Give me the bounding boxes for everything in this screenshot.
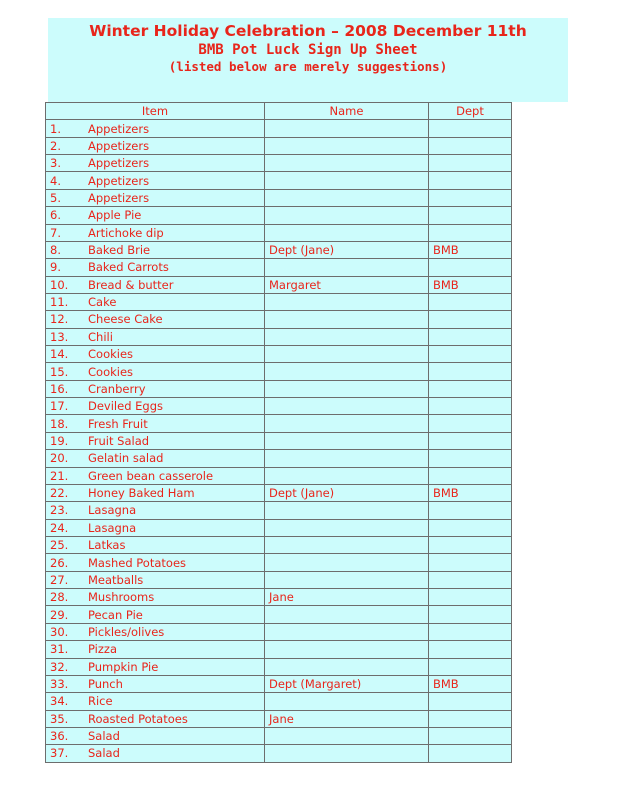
- name-cell[interactable]: Jane: [265, 589, 429, 606]
- table-row: [46, 745, 512, 762]
- item-label: Appetizers: [88, 138, 150, 153]
- item-cell: [46, 137, 265, 154]
- row-number: 27.: [50, 572, 69, 587]
- item-label: Cake: [88, 295, 117, 310]
- item-label: Lasagna: [88, 503, 137, 518]
- name-cell[interactable]: [265, 693, 429, 710]
- item-label: Meatballs: [88, 572, 144, 587]
- table-row: [46, 415, 512, 432]
- table-row: [46, 467, 512, 484]
- dept-cell[interactable]: [429, 658, 512, 675]
- table-row: [46, 589, 512, 606]
- dept-cell[interactable]: [429, 623, 512, 640]
- item-label: Appetizers: [88, 121, 150, 136]
- name-cell[interactable]: [265, 554, 429, 571]
- row-number: 16.: [50, 381, 69, 396]
- dept-cell[interactable]: [429, 467, 512, 484]
- row-number: 21.: [50, 468, 69, 483]
- name-cell[interactable]: [265, 363, 429, 380]
- dept-cell[interactable]: BMB: [429, 241, 512, 258]
- table-row: [46, 363, 512, 380]
- table-row: [46, 189, 512, 206]
- item-label: Appetizers: [88, 190, 150, 205]
- item-cell: [46, 484, 265, 501]
- item-cell: [46, 380, 265, 397]
- row-number: 31.: [50, 642, 69, 657]
- dept-cell[interactable]: [429, 519, 512, 536]
- row-number: 11.: [50, 295, 69, 310]
- table-row: [46, 675, 512, 692]
- item-cell: [46, 710, 265, 727]
- table-row: [46, 727, 512, 744]
- table-row: [46, 641, 512, 658]
- item-label: Apple Pie: [88, 208, 142, 223]
- item-label: Cheese Cake: [88, 312, 163, 327]
- name-cell[interactable]: [265, 745, 429, 762]
- name-cell[interactable]: [265, 536, 429, 553]
- item-label: Appetizers: [88, 173, 150, 188]
- name-cell[interactable]: [265, 641, 429, 658]
- item-cell: [46, 641, 265, 658]
- item-label: Salad: [88, 746, 120, 761]
- dept-cell[interactable]: [429, 207, 512, 224]
- name-cell[interactable]: [265, 172, 429, 189]
- name-cell[interactable]: [265, 606, 429, 623]
- name-cell[interactable]: [265, 346, 429, 363]
- suggestions-note: (listed below are merely suggestions): [168, 59, 448, 74]
- row-number: 15.: [50, 364, 69, 379]
- table-row: [46, 311, 512, 328]
- item-cell: [46, 432, 265, 449]
- item-cell: [46, 224, 265, 241]
- dept-cell[interactable]: [429, 554, 512, 571]
- table-row: [46, 710, 512, 727]
- row-number: 19.: [50, 434, 69, 448]
- item-cell: [46, 398, 265, 415]
- dept-cell[interactable]: [429, 589, 512, 606]
- dept-cell[interactable]: [429, 571, 512, 588]
- item-cell: [46, 589, 265, 606]
- row-number: 36.: [50, 729, 69, 744]
- dept-cell[interactable]: [429, 328, 512, 345]
- item-cell: [46, 311, 265, 328]
- item-cell: [46, 519, 265, 536]
- item-cell: [46, 293, 265, 310]
- row-number: 1.: [50, 121, 61, 136]
- item-cell: [46, 467, 265, 484]
- item-cell: [46, 727, 265, 744]
- item-cell: [46, 363, 265, 380]
- item-label: Lasagna: [88, 520, 137, 535]
- item-label: Appetizers: [88, 156, 150, 171]
- name-cell[interactable]: [265, 224, 429, 241]
- row-number: 30.: [50, 624, 69, 639]
- row-number: 12.: [50, 312, 69, 327]
- name-cell[interactable]: [265, 155, 429, 172]
- dept-cell[interactable]: [429, 502, 512, 519]
- table-row: [46, 137, 512, 154]
- table-row: [46, 293, 512, 310]
- name-cell[interactable]: Dept (Jane): [265, 241, 429, 258]
- dept-cell[interactable]: [429, 311, 512, 328]
- dept-cell[interactable]: [429, 363, 512, 380]
- row-number: 6.: [50, 208, 61, 223]
- table-row: [46, 276, 512, 293]
- table-row: [46, 380, 512, 397]
- table-row: [46, 432, 512, 449]
- item-label: Deviled Eggs: [88, 399, 164, 414]
- item-cell: [46, 675, 265, 692]
- name-cell[interactable]: [265, 259, 429, 276]
- dept-cell[interactable]: [429, 641, 512, 658]
- name-cell[interactable]: [265, 571, 429, 588]
- item-cell: [46, 536, 265, 553]
- table-row: [46, 155, 512, 172]
- item-cell: [46, 623, 265, 640]
- row-number: 37.: [50, 746, 69, 761]
- column-header-name: Name: [265, 103, 429, 120]
- name-cell[interactable]: [265, 519, 429, 536]
- row-number: 8.: [50, 243, 61, 258]
- table-row: [46, 450, 512, 467]
- name-cell[interactable]: [265, 623, 429, 640]
- item-cell: [46, 745, 265, 762]
- row-number: 29.: [50, 607, 69, 622]
- row-number: 24.: [50, 520, 69, 535]
- item-cell: [46, 207, 265, 224]
- row-number: 26.: [50, 555, 69, 570]
- page-title: Winter Holiday Celebration – 2008 December 11th: [89, 22, 527, 40]
- dept-cell[interactable]: [429, 450, 512, 467]
- name-cell[interactable]: [265, 415, 429, 432]
- dept-cell[interactable]: [429, 189, 512, 206]
- item-cell: [46, 415, 265, 432]
- dept-cell[interactable]: [429, 710, 512, 727]
- item-cell: [46, 155, 265, 172]
- item-label: Baked Carrots: [88, 260, 169, 275]
- item-cell: [46, 571, 265, 588]
- dept-cell[interactable]: [429, 727, 512, 744]
- name-cell[interactable]: [265, 311, 429, 328]
- item-cell: [46, 189, 265, 206]
- table-row: [46, 328, 512, 345]
- item-cell: [46, 172, 265, 189]
- dept-cell[interactable]: [429, 120, 512, 137]
- name-cell[interactable]: [265, 450, 429, 467]
- table-row: [46, 693, 512, 710]
- item-label: Salad: [88, 729, 120, 744]
- item-label: Pizza: [88, 642, 117, 657]
- table-row: [46, 536, 512, 553]
- item-cell: [46, 276, 265, 293]
- signup-table: [45, 102, 512, 763]
- name-cell[interactable]: [265, 207, 429, 224]
- item-label: Punch: [88, 677, 123, 692]
- name-cell[interactable]: [265, 432, 429, 449]
- table-row: [46, 502, 512, 519]
- name-cell[interactable]: Dept (Margaret): [265, 675, 429, 692]
- row-number: 35.: [50, 711, 69, 726]
- table-row: [46, 623, 512, 640]
- item-label: Artichoke dip: [88, 225, 164, 240]
- name-cell[interactable]: [265, 293, 429, 310]
- name-cell[interactable]: [265, 189, 429, 206]
- table-row: [46, 554, 512, 571]
- dept-cell[interactable]: [429, 155, 512, 172]
- item-label: Green bean casserole: [88, 468, 214, 483]
- item-label: Cookies: [88, 347, 134, 362]
- row-number: 14.: [50, 347, 69, 362]
- name-cell[interactable]: [265, 120, 429, 137]
- table-row: [46, 120, 512, 137]
- row-number: 18.: [50, 416, 69, 431]
- name-cell[interactable]: [265, 467, 429, 484]
- table-row: [46, 259, 512, 276]
- dept-cell[interactable]: BMB: [429, 675, 512, 692]
- table-row: [46, 398, 512, 415]
- table-row: [46, 519, 512, 536]
- header-box: [48, 18, 568, 102]
- dept-cell[interactable]: [429, 293, 512, 310]
- item-cell: [46, 693, 265, 710]
- row-number: 3.: [50, 156, 61, 171]
- dept-cell[interactable]: [429, 380, 512, 397]
- item-cell: [46, 259, 265, 276]
- table-header-row: [46, 103, 512, 120]
- dept-cell[interactable]: [429, 346, 512, 363]
- row-number: 28.: [50, 590, 69, 605]
- dept-cell[interactable]: BMB: [429, 484, 512, 501]
- name-cell[interactable]: [265, 137, 429, 154]
- item-label: Bread & butter: [88, 277, 174, 292]
- item-cell: [46, 450, 265, 467]
- dept-cell[interactable]: [429, 745, 512, 762]
- item-label: Mushrooms: [88, 590, 155, 605]
- table-row: [46, 484, 512, 501]
- item-label: Gelatin salad: [88, 451, 164, 466]
- item-cell: [46, 606, 265, 623]
- row-number: 9.: [50, 260, 61, 275]
- item-label: Rice: [88, 694, 113, 709]
- dept-cell[interactable]: [429, 415, 512, 432]
- dept-cell[interactable]: [429, 137, 512, 154]
- item-label: Cookies: [88, 364, 134, 379]
- row-number: 23.: [50, 503, 69, 518]
- item-cell: [46, 658, 265, 675]
- row-number: 2.: [50, 138, 61, 153]
- table-row: [46, 224, 512, 241]
- name-cell[interactable]: [265, 727, 429, 744]
- row-number: 22.: [50, 486, 69, 501]
- row-number: 25.: [50, 538, 69, 553]
- item-label: Fresh Fruit: [88, 416, 148, 431]
- item-cell: [46, 502, 265, 519]
- item-cell: [46, 554, 265, 571]
- row-number: 10.: [50, 277, 69, 292]
- dept-cell[interactable]: [429, 606, 512, 623]
- dept-cell[interactable]: [429, 536, 512, 553]
- table-row: [46, 606, 512, 623]
- row-number: 5.: [50, 190, 61, 205]
- item-label: Mashed Potatoes: [88, 555, 187, 570]
- row-number: 34.: [50, 694, 69, 709]
- item-cell: [46, 120, 265, 137]
- item-label: Latkas: [88, 538, 126, 553]
- table-row: [46, 207, 512, 224]
- item-label: Pumpkin Pie: [88, 659, 159, 674]
- item-label: Pecan Pie: [88, 607, 143, 622]
- name-cell[interactable]: Margaret: [265, 276, 429, 293]
- item-label: Pickles/olives: [88, 624, 165, 639]
- row-number: 4.: [50, 173, 61, 188]
- item-label: Baked Brie: [88, 243, 151, 258]
- item-cell: [46, 346, 265, 363]
- name-cell[interactable]: [265, 380, 429, 397]
- item-label: Chili: [88, 329, 113, 344]
- row-number: 32.: [50, 659, 69, 674]
- item-label: Cranberry: [88, 381, 146, 396]
- item-cell: [46, 328, 265, 345]
- column-header-item: Item: [46, 103, 265, 120]
- item-label: Fruit Salad: [88, 434, 150, 448]
- table-row: [46, 172, 512, 189]
- table-row: [46, 241, 512, 258]
- row-number: 13.: [50, 329, 69, 344]
- row-number: 20.: [50, 451, 69, 466]
- table-row: [46, 658, 512, 675]
- name-cell[interactable]: Dept (Jane): [265, 484, 429, 501]
- dept-cell[interactable]: [429, 259, 512, 276]
- table-body: [46, 120, 512, 762]
- item-label: Roasted Potatoes: [88, 711, 188, 726]
- row-number: 7.: [50, 225, 61, 240]
- dept-cell[interactable]: [429, 432, 512, 449]
- column-header-dept: Dept: [429, 103, 512, 120]
- page-subtitle: BMB Pot Luck Sign Up Sheet: [198, 42, 418, 58]
- dept-cell[interactable]: [429, 398, 512, 415]
- dept-cell[interactable]: [429, 224, 512, 241]
- row-number: 17.: [50, 399, 69, 414]
- dept-cell[interactable]: BMB: [429, 276, 512, 293]
- item-label: Honey Baked Ham: [88, 486, 195, 501]
- table-row: [46, 346, 512, 363]
- row-number: 33.: [50, 677, 69, 692]
- name-cell[interactable]: [265, 658, 429, 675]
- dept-cell[interactable]: [429, 172, 512, 189]
- name-cell[interactable]: [265, 398, 429, 415]
- name-cell[interactable]: Jane: [265, 710, 429, 727]
- item-cell: [46, 241, 265, 258]
- table-row: [46, 571, 512, 588]
- name-cell[interactable]: [265, 328, 429, 345]
- name-cell[interactable]: [265, 502, 429, 519]
- dept-cell[interactable]: [429, 693, 512, 710]
